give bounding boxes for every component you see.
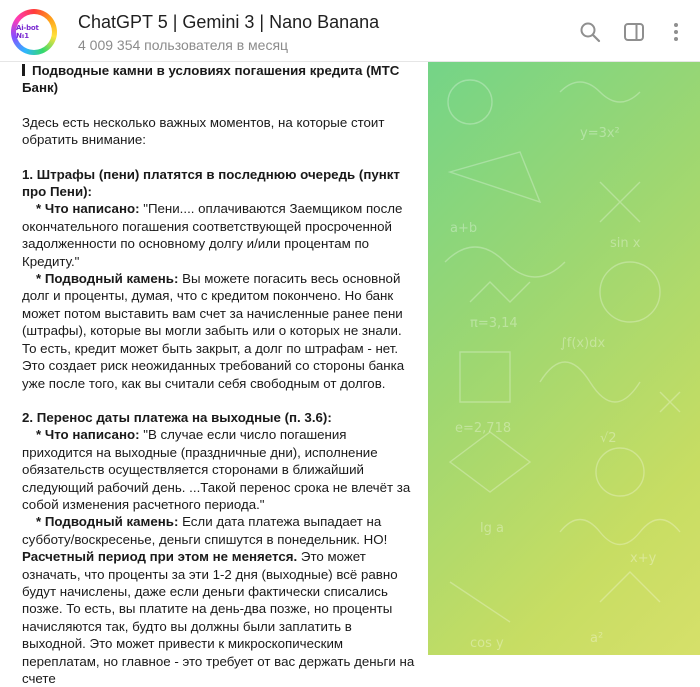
point2-pitfall-text: Если дата платежа выпадает на субботу/воскресенье, деньги спишутся в понедельник. НО! <box>22 514 388 547</box>
point1-written-label: * Что написано: <box>36 201 140 217</box>
chat-header <box>0 0 700 62</box>
chat-subtitle: 4 009 354 пользователя в месяц <box>78 37 289 53</box>
point1-pitfall-text: Вы можете погасить весь основной долг и проценты, думая, что с кредитом покончено. Но банк может потом выставить вам счет за начисленные ранее пени (штрафы), которые вы могли забыть или о которых не знали. То есть, кредит может быть закрыт, а долг по штрафам - нет. Это создает риск неожиданных требований со стороны банка уже после того, как вы считали себя свободным от долгов. <box>22 271 405 391</box>
svg-text:sin x: sin x <box>610 236 641 251</box>
svg-text:lg a: lg a <box>480 521 504 536</box>
point2-pitfall <box>22 513 416 687</box>
point2-pitfall-tail: Это может означать, что проценты за эти 1-2 дня (выходные) всё равно будут начислены, даже если деньги фактически списались позже. То есть, вы платите на день-два позже, но проценты начисляются так, будто вы должны были заплатить в выходной. Это может привести к микроскопическим переплатам, но главное - это требует от вас держать деньги на счете <box>22 549 415 686</box>
point1-pitfall-label: * Подводный камень: <box>36 271 179 287</box>
sidebar-toggle-icon <box>623 21 645 43</box>
message-heading-line <box>22 62 416 97</box>
point2-pitfall-label: * Подводный камень: <box>36 514 179 530</box>
avatar-label: Ai-bot №1 <box>16 24 39 40</box>
point1-title: 1. Штрафы (пени) платятся в последнюю очередь (пункт про Пени): <box>22 166 400 200</box>
point2-written-text: "В случае если число погашения приходится на выходные (праздничные дни), исполнение обязательств осуществляется сторонами в ближайший следующий рабочий день. ...Такой перенос срока не влечёт за собой изменения расчетного периода." <box>22 427 411 512</box>
point1-written-text: "Пени.... оплачиваются Заемщиком после окончательного погашения соответствующей просроченной задолженности по основному долгу и/или процентам по Кредиту." <box>22 201 403 269</box>
svg-text:∫f(x)dx: ∫f(x)dx <box>560 336 606 351</box>
chat-background <box>0 62 700 686</box>
more-options-button[interactable] <box>663 19 689 45</box>
sidebar-toggle-button[interactable] <box>621 19 647 45</box>
avatar[interactable] <box>11 9 57 55</box>
svg-text:π=3,14: π=3,14 <box>470 316 518 331</box>
message-text <box>22 62 416 687</box>
point2-written <box>22 426 416 513</box>
chat-title: ChatGPT 5 | Gemini 3 | Nano Banana <box>78 12 380 32</box>
svg-text:y=3x²: y=3x² <box>580 126 620 141</box>
point2-title: 2. Перенос даты платежа на выходные (п. 3.6): <box>22 409 332 425</box>
svg-text:e=2,718: e=2,718 <box>455 421 512 436</box>
search-button[interactable] <box>577 19 603 45</box>
point1-pitfall <box>22 270 416 392</box>
point2-pitfall-bold: Расчетный период при этом не меняется. <box>22 549 298 565</box>
message-heading: Подводные камни в условиях погашения кредита (МТС Банк) <box>22 63 400 96</box>
svg-text:cos y: cos y <box>470 636 504 651</box>
point1-written <box>22 200 416 270</box>
point2-written-label: * Что написано: <box>36 427 140 443</box>
chat-title-block[interactable] <box>78 11 379 55</box>
svg-text:a²: a² <box>590 631 604 646</box>
more-vertical-icon <box>665 21 687 43</box>
svg-text:√2: √2 <box>600 431 617 446</box>
message-bubble[interactable] <box>0 62 428 686</box>
quote-bar <box>22 64 25 76</box>
avatar-inner <box>16 14 52 50</box>
svg-text:x+y: x+y <box>630 551 657 566</box>
svg-text:a+b: a+b <box>450 221 478 236</box>
search-icon <box>579 21 601 43</box>
message-intro: Здесь есть несколько важных моментов, на которые стоит обратить внимание: <box>22 114 385 148</box>
